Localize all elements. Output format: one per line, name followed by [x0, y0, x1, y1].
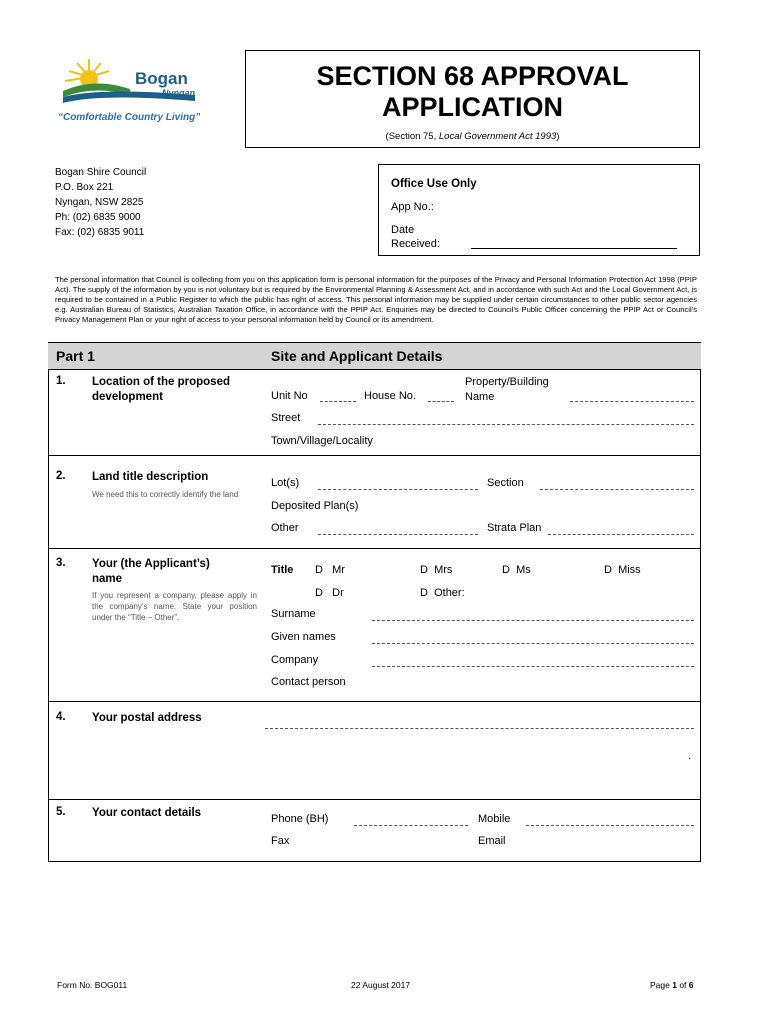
unit-no-field[interactable] [320, 401, 356, 402]
section-field[interactable] [540, 489, 694, 490]
title-miss-option[interactable]: D Miss [604, 564, 641, 576]
section-5-number: 5. [56, 806, 66, 818]
checkbox-icon: D [420, 587, 428, 599]
mobile-field[interactable] [526, 825, 694, 826]
title-dr-option[interactable]: D Dr [315, 587, 344, 599]
checkbox-icon: D [502, 564, 510, 576]
section-5-title: Your contact details [92, 807, 202, 819]
street-field[interactable] [318, 424, 694, 425]
title-box [245, 50, 700, 148]
checkbox-icon: D [315, 587, 323, 599]
date-received-label: Date Received: [391, 224, 440, 250]
section-4-number: 4. [56, 711, 66, 723]
deposited-plan-label: Deposited Plan(s) [271, 500, 359, 512]
divider [48, 799, 701, 800]
section-1-title: Location of the proposed development [92, 376, 230, 403]
part-label: Part 1 [56, 348, 95, 364]
title-ms-option[interactable]: D Ms [502, 564, 531, 576]
title-mrs-option[interactable]: D Mrs [420, 564, 453, 576]
checkbox-icon: D [420, 564, 428, 576]
council-phone: Ph: (02) 6835 9000 [55, 212, 141, 223]
section-2-number: 2. [56, 470, 66, 482]
office-use-box [378, 164, 700, 256]
company-field[interactable] [372, 666, 694, 667]
company-label: Company [271, 654, 319, 666]
council-fax: Fax: (02) 6835 9011 [55, 227, 145, 238]
title-label: Title [271, 564, 294, 576]
given-names-label: Given names [271, 631, 336, 643]
council-po-box: P.O. Box 221 [55, 182, 114, 193]
page-subtitle: (Section 75, Local Government Act 1993) [385, 131, 560, 142]
section-4-title: Your postal address [92, 712, 202, 724]
house-no-label: House No. [364, 390, 416, 402]
title-other-option[interactable]: D Other: [420, 587, 465, 599]
house-no-field[interactable] [428, 401, 454, 402]
part-heading: Site and Applicant Details [271, 348, 443, 364]
part-1-header [48, 342, 701, 370]
page-title-line2: APPLICATION [382, 92, 563, 122]
section-2-hint: We need this to correctly identify the land [92, 490, 239, 499]
right-border [700, 370, 701, 861]
council-town: Nyngan, NSW 2825 [55, 197, 144, 208]
section-3-hint: If you represent a company, please apply in the company’s name. State your position under the “Title – Other”. [92, 591, 257, 622]
surname-field[interactable] [372, 620, 694, 621]
given-names-field[interactable] [372, 643, 694, 644]
page-title-line1: SECTION 68 APPROVAL [316, 61, 629, 91]
left-border [48, 370, 49, 861]
council-name: Bogan Shire Council [55, 167, 147, 178]
divider [48, 455, 701, 456]
divider [48, 701, 701, 702]
strata-plan-label: Strata Plan [487, 522, 542, 534]
council-address [55, 165, 146, 240]
checkbox-icon: D [604, 564, 612, 576]
title-mr-option[interactable]: D Mr [315, 564, 345, 576]
lots-field[interactable] [318, 489, 478, 490]
footer-date: 22 August 2017 [351, 980, 411, 990]
divider [48, 548, 701, 549]
unit-no-label: Unit No [271, 390, 308, 402]
section-3-number: 3. [56, 557, 66, 569]
logo-name: Bogan [135, 69, 188, 88]
contact-person-label: Contact person [271, 676, 346, 688]
town-label: Town/Village/Locality [271, 435, 373, 447]
mobile-label: Mobile [478, 813, 511, 825]
property-name-field[interactable] [570, 401, 694, 402]
phone-bh-field[interactable] [354, 825, 468, 826]
app-no-label: App No.: [391, 201, 434, 213]
email-label: Email [478, 835, 506, 847]
section-label: Section [487, 477, 524, 489]
page-number: Page 1 of 6 [650, 980, 694, 990]
lots-label: Lot(s) [271, 477, 300, 489]
council-logo [55, 55, 205, 110]
strata-plan-field[interactable] [548, 534, 694, 535]
date-received-field[interactable] [471, 248, 677, 249]
section-1-number: 1. [56, 375, 66, 387]
other-field[interactable] [318, 534, 478, 535]
office-use-title: Office Use Only [391, 178, 477, 190]
logo-sub: Nyngan [162, 88, 196, 98]
section-3-title: Your (the Applicant’s) name [92, 558, 210, 585]
other-label: Other [271, 522, 299, 534]
section-end-rule [48, 861, 701, 862]
surname-label: Surname [271, 608, 316, 620]
slogan: “Comfortable Country Living” [58, 112, 201, 123]
checkbox-icon: D [315, 564, 323, 576]
postal-address-dot: . [688, 750, 692, 762]
street-label: Street [271, 412, 301, 424]
fax-label: Fax [271, 835, 290, 847]
phone-bh-label: Phone (BH) [271, 813, 329, 825]
section-2-title: Land title description [92, 471, 209, 483]
postal-address-field[interactable] [265, 728, 694, 729]
property-name-label: Property/Building Name [465, 376, 549, 403]
privacy-notice: The personal information that Council is collecting from you on this application form is personal information for the purposes of the Privacy and Personal Information Protection Act 1998 (PPIP Act). The supply of the information by you is not voluntary but is required by the Environmental Planning & Assessment Act, and in accordance with such Act and the Local Government Act, is required to be contained in a Public Register to which the public has right of access. This personal information may be supplied under certain circumstances to other public sector agencies e.g. Australian Bureau of Statistics, Australian Taxation Office, in accordance with the PPIP Act. Enquiries may be directed to Council’s Public Officer concerning the PPIP Act or Council’s Privacy Management Plan or your right of access to your personal information held by Council or its amendment. [55, 275, 697, 324]
form-number: Form No. BOG011 [57, 980, 128, 990]
